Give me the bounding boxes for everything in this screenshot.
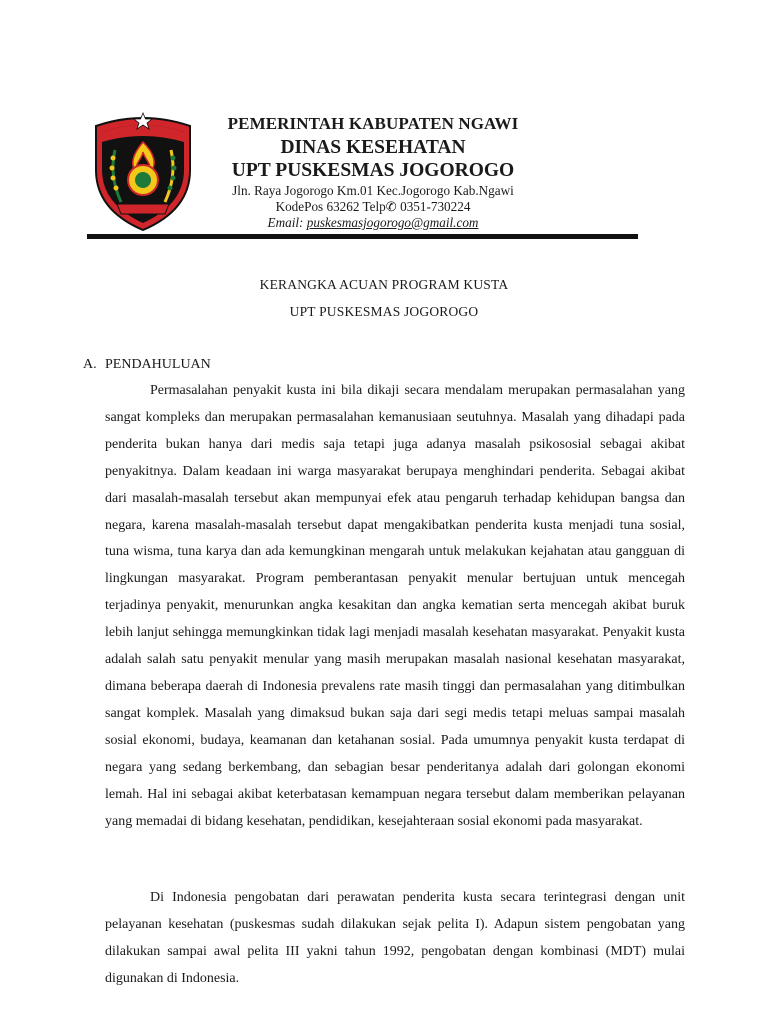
ngawi-regency-emblem bbox=[93, 112, 193, 232]
section-heading bbox=[83, 357, 211, 373]
agency-name: DINAS KESEHATAN bbox=[280, 137, 466, 158]
section-letter: A. bbox=[83, 357, 97, 372]
paragraph: Di Indonesia pengobatan dari perawatan penderita kusta secara terintegrasi dengan unit pelayanan kesehatan (puskesmas sudah dilakukan sejak pelita I). Adapun sistem pengobatan yang dilakukan sampai awal pelita III yakni tahun 1992, pengobatan dengan kombinasi (MDT) mulai digunakan di Indonesia. bbox=[105, 890, 685, 986]
postal-phone-line: KodePos 63262 Telp✆ 0351-730224 bbox=[275, 199, 471, 214]
document-title: KERANGKA ACUAN PROGRAM KUSTA bbox=[259, 277, 509, 292]
government-name: PEMERINTAH KABUPATEN NGAWI bbox=[227, 114, 519, 133]
letterhead-divider bbox=[87, 234, 638, 239]
email-label: Email: bbox=[267, 215, 307, 230]
document-subtitle: UPT PUSKESMAS JOGOROGO bbox=[289, 304, 479, 319]
paragraph: Permasalahan penyakit kusta ini bila dikaji secara mendalam merupakan permasalahan yang sangat kompleks dan merupakan permasalahan kemanusiaan seutuhnya. Masalah yang dihadapi pada penderita bukan hanya dari medis saja tetapi juga adanya masalah psikososial sebagai akibat penyakitnya. Dalam keadaan ini warga masyarakat berupaya menghindari penderita. Sebagai akibat dari masalah-masalah tersebut akan mempunyai efek atau pengaruh terhadap kehidupan bangsa dan negara, karena masalah-masalah tersebut dapat mengakibatkan penderita kusta menjadi tuna sosial, tuna wisma, tuna karya dan ada kemungkinan mengarah untuk melakukan kejahatan atau gangguan di lingkungan masyarakat. Program pemberantasan penyakit menular bertujuan untuk mencegah terjadinya penyakit, menurunkan angka kesakitan dan angka kematian serta mencegah akibat buruk lebih lanjut sehingga memungkinkan tidak lagi menjadi masalah kesehatan masyarakat. Penyakit kusta adalah salah satu penyakit menular yang masih merupakan masalah nasional kesehatan masyarakat, dimana beberapa daerah di Indonesia prevalens rate masih tinggi dan permasalahan yang ditimbulkan sangat komplek. Masalah yang dimaksud bukan saja dari segi medis tetapi meluas sampai masalah sosial ekonomi, budaya, keamanan dan ketahanan sosial. Pada umumnya penyakit kusta terdapat di negara yang sedang berkembang, dan sebagian besar penderitanya adalah dari golongan ekonomi lemah. Hal ini sebagai akibat keterbatasan kemampuan negara tersebut dalam memberikan pelayanan yang memadai di bidang kesehatan, pendidikan, kesejahteraan sosial ekonomi pada masyarakat. bbox=[105, 383, 685, 829]
letterhead bbox=[200, 112, 546, 231]
email-line bbox=[200, 215, 546, 231]
unit-name: UPT PUSKESMAS JOGOROGO bbox=[231, 160, 515, 181]
address-line: Jln. Raya Jogorogo Km.01 Kec.Jogorogo Kab.Ngawi bbox=[232, 183, 514, 198]
section-title: PENDAHULUAN bbox=[105, 357, 211, 372]
email-link[interactable]: puskesmasjogorogo@gmail.com bbox=[306, 215, 479, 230]
